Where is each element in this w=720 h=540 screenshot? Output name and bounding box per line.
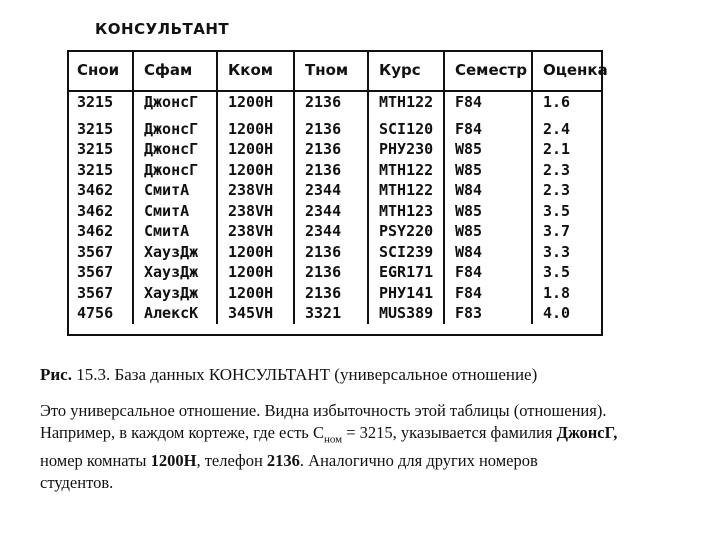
- table-cell: 2.1: [532, 139, 603, 160]
- table-cell: 2136: [294, 283, 368, 304]
- table-cell: 3215: [77, 160, 114, 179]
- figure-caption: [40, 365, 537, 385]
- table-cell: 2136: [294, 91, 368, 113]
- body-line: студентов.: [40, 473, 114, 493]
- table-cell: 2136: [294, 160, 368, 181]
- table-cell: SCI239: [368, 242, 444, 263]
- table-cell: SCI120: [368, 113, 444, 140]
- table-row: [67, 180, 603, 201]
- column-header: Снои: [67, 50, 133, 91]
- table-row: [67, 283, 603, 304]
- body-text-span: . Аналогично для других номеров: [299, 451, 538, 471]
- table-cell: 3215: [77, 119, 114, 138]
- table-cell: РНУ230: [368, 139, 444, 160]
- table-cell: 238VН: [217, 221, 294, 242]
- column-header: Оценка: [532, 50, 603, 91]
- table-cell: МТН122: [368, 180, 444, 201]
- table-row: [67, 139, 603, 160]
- table-cell: F83: [444, 303, 532, 324]
- table-row: [67, 201, 603, 222]
- table-cell: 1.8: [532, 283, 603, 304]
- table-row: [67, 262, 603, 283]
- table-cell: 2344: [294, 221, 368, 242]
- body-text-span: Например, в каждом кортеже, где есть С: [40, 423, 324, 442]
- table-row: [67, 242, 603, 263]
- table-cell: ХаузДж: [133, 242, 217, 263]
- table-cell: 3215: [77, 140, 114, 158]
- table-cell: 3321: [294, 303, 368, 324]
- table-cell: 3567: [77, 242, 114, 261]
- bold-text: 2136: [266, 451, 300, 471]
- table-row: [67, 303, 603, 324]
- table-cell: СмитА: [133, 201, 217, 222]
- body-text-span: номер комнаты: [40, 451, 151, 471]
- table-cell: 238VН: [217, 201, 294, 222]
- table-cell: 238VН: [217, 180, 294, 201]
- column-header: Кком: [217, 50, 294, 91]
- table-cell: 1200Н: [217, 91, 294, 113]
- table-cell: W84: [444, 242, 532, 263]
- table-cell: 1200Н: [217, 283, 294, 304]
- table-cell: ДжонсГ: [133, 113, 217, 140]
- table-cell: 3567: [77, 283, 114, 302]
- table-cell: 1200Н: [217, 139, 294, 160]
- table-cell: 2.3: [532, 180, 603, 201]
- table-cell: MUS389: [368, 303, 444, 324]
- column-header: Курс: [368, 50, 444, 91]
- body-text-span: , телефон: [196, 451, 267, 471]
- consultant-table: [67, 50, 608, 324]
- table-cell: PSY220: [368, 221, 444, 242]
- table-cell: 1200Н: [217, 262, 294, 283]
- table-cell: 3.5: [532, 262, 603, 283]
- table-cell: 4756: [77, 304, 114, 322]
- caption-text: 15.3. База данных КОНСУЛЬТАНТ (универсальное отношение): [76, 365, 538, 384]
- table-cell: СмитА: [133, 221, 217, 242]
- table-cell: 2.3: [532, 160, 603, 181]
- table-title: КОНСУЛЬТАНТ: [95, 20, 230, 38]
- table-cell: 2136: [294, 262, 368, 283]
- table-cell: 1200Н: [217, 113, 294, 140]
- table-cell: W85: [444, 201, 532, 222]
- table-cell: EGR171: [368, 262, 444, 283]
- table-row: [67, 221, 603, 242]
- table-cell: 2136: [294, 242, 368, 263]
- table-cell: МТН123: [368, 201, 444, 222]
- table-cell: 3462: [77, 222, 114, 240]
- table-cell: 2136: [294, 139, 368, 160]
- table-cell: 1200Н: [217, 242, 294, 263]
- table-cell: F84: [444, 283, 532, 304]
- bold-text: ДжонсГ,: [556, 423, 618, 442]
- table-cell: 3.3: [532, 242, 603, 263]
- table-cell: W85: [444, 221, 532, 242]
- table-cell: 1200Н: [217, 160, 294, 181]
- table-cell: 2.4: [532, 113, 603, 140]
- table-header-row: [67, 50, 603, 91]
- body-line: [40, 422, 700, 450]
- table-cell: 3.7: [532, 221, 603, 242]
- table-cell: АлексК: [133, 303, 217, 324]
- table-cell: 4.0: [532, 303, 603, 324]
- column-header: Сфам: [133, 50, 217, 91]
- explanation-text: [40, 400, 700, 494]
- table-cell: F84: [444, 91, 532, 113]
- table-cell: МТН122: [368, 91, 444, 113]
- table-row: [67, 113, 603, 140]
- column-header: Семестр: [444, 50, 532, 91]
- body-line: Это универсальное отношение. Видна избыточность этой таблицы (отношения).: [40, 401, 607, 420]
- table-cell: ХаузДж: [133, 262, 217, 283]
- table-row: [67, 91, 603, 113]
- table-cell: 3567: [77, 263, 114, 281]
- column-header: Тном: [294, 50, 368, 91]
- table-cell: 2136: [294, 113, 368, 140]
- table-cell: СмитА: [133, 180, 217, 201]
- table-cell: W85: [444, 139, 532, 160]
- table-cell: 345VН: [217, 303, 294, 324]
- table-cell: 1.6: [532, 91, 603, 113]
- table-cell: 3215: [77, 93, 114, 111]
- table-cell: ДжонсГ: [133, 139, 217, 160]
- table-cell: W85: [444, 160, 532, 181]
- body-line: [40, 450, 700, 472]
- table-cell: 3462: [77, 201, 114, 220]
- table-cell: 3.5: [532, 201, 603, 222]
- caption-label: Рис.: [40, 365, 72, 384]
- table-cell: W84: [444, 180, 532, 201]
- table-cell: ХаузДж: [133, 283, 217, 304]
- table-cell: F84: [444, 113, 532, 140]
- body-text-span: = 3215, указывается фамилия: [342, 423, 557, 442]
- table-cell: 3462: [77, 181, 114, 199]
- table-cell: МТН122: [368, 160, 444, 181]
- table-cell: ДжонсГ: [133, 160, 217, 181]
- subscript: ном: [323, 433, 343, 446]
- table-cell: 2344: [294, 180, 368, 201]
- table-cell: F84: [444, 262, 532, 283]
- table-cell: 2344: [294, 201, 368, 222]
- table-row: [67, 160, 603, 181]
- table-cell: РНУ141: [368, 283, 444, 304]
- table-cell: ДжонсГ: [133, 91, 217, 113]
- bold-text: 1200Н: [150, 451, 197, 471]
